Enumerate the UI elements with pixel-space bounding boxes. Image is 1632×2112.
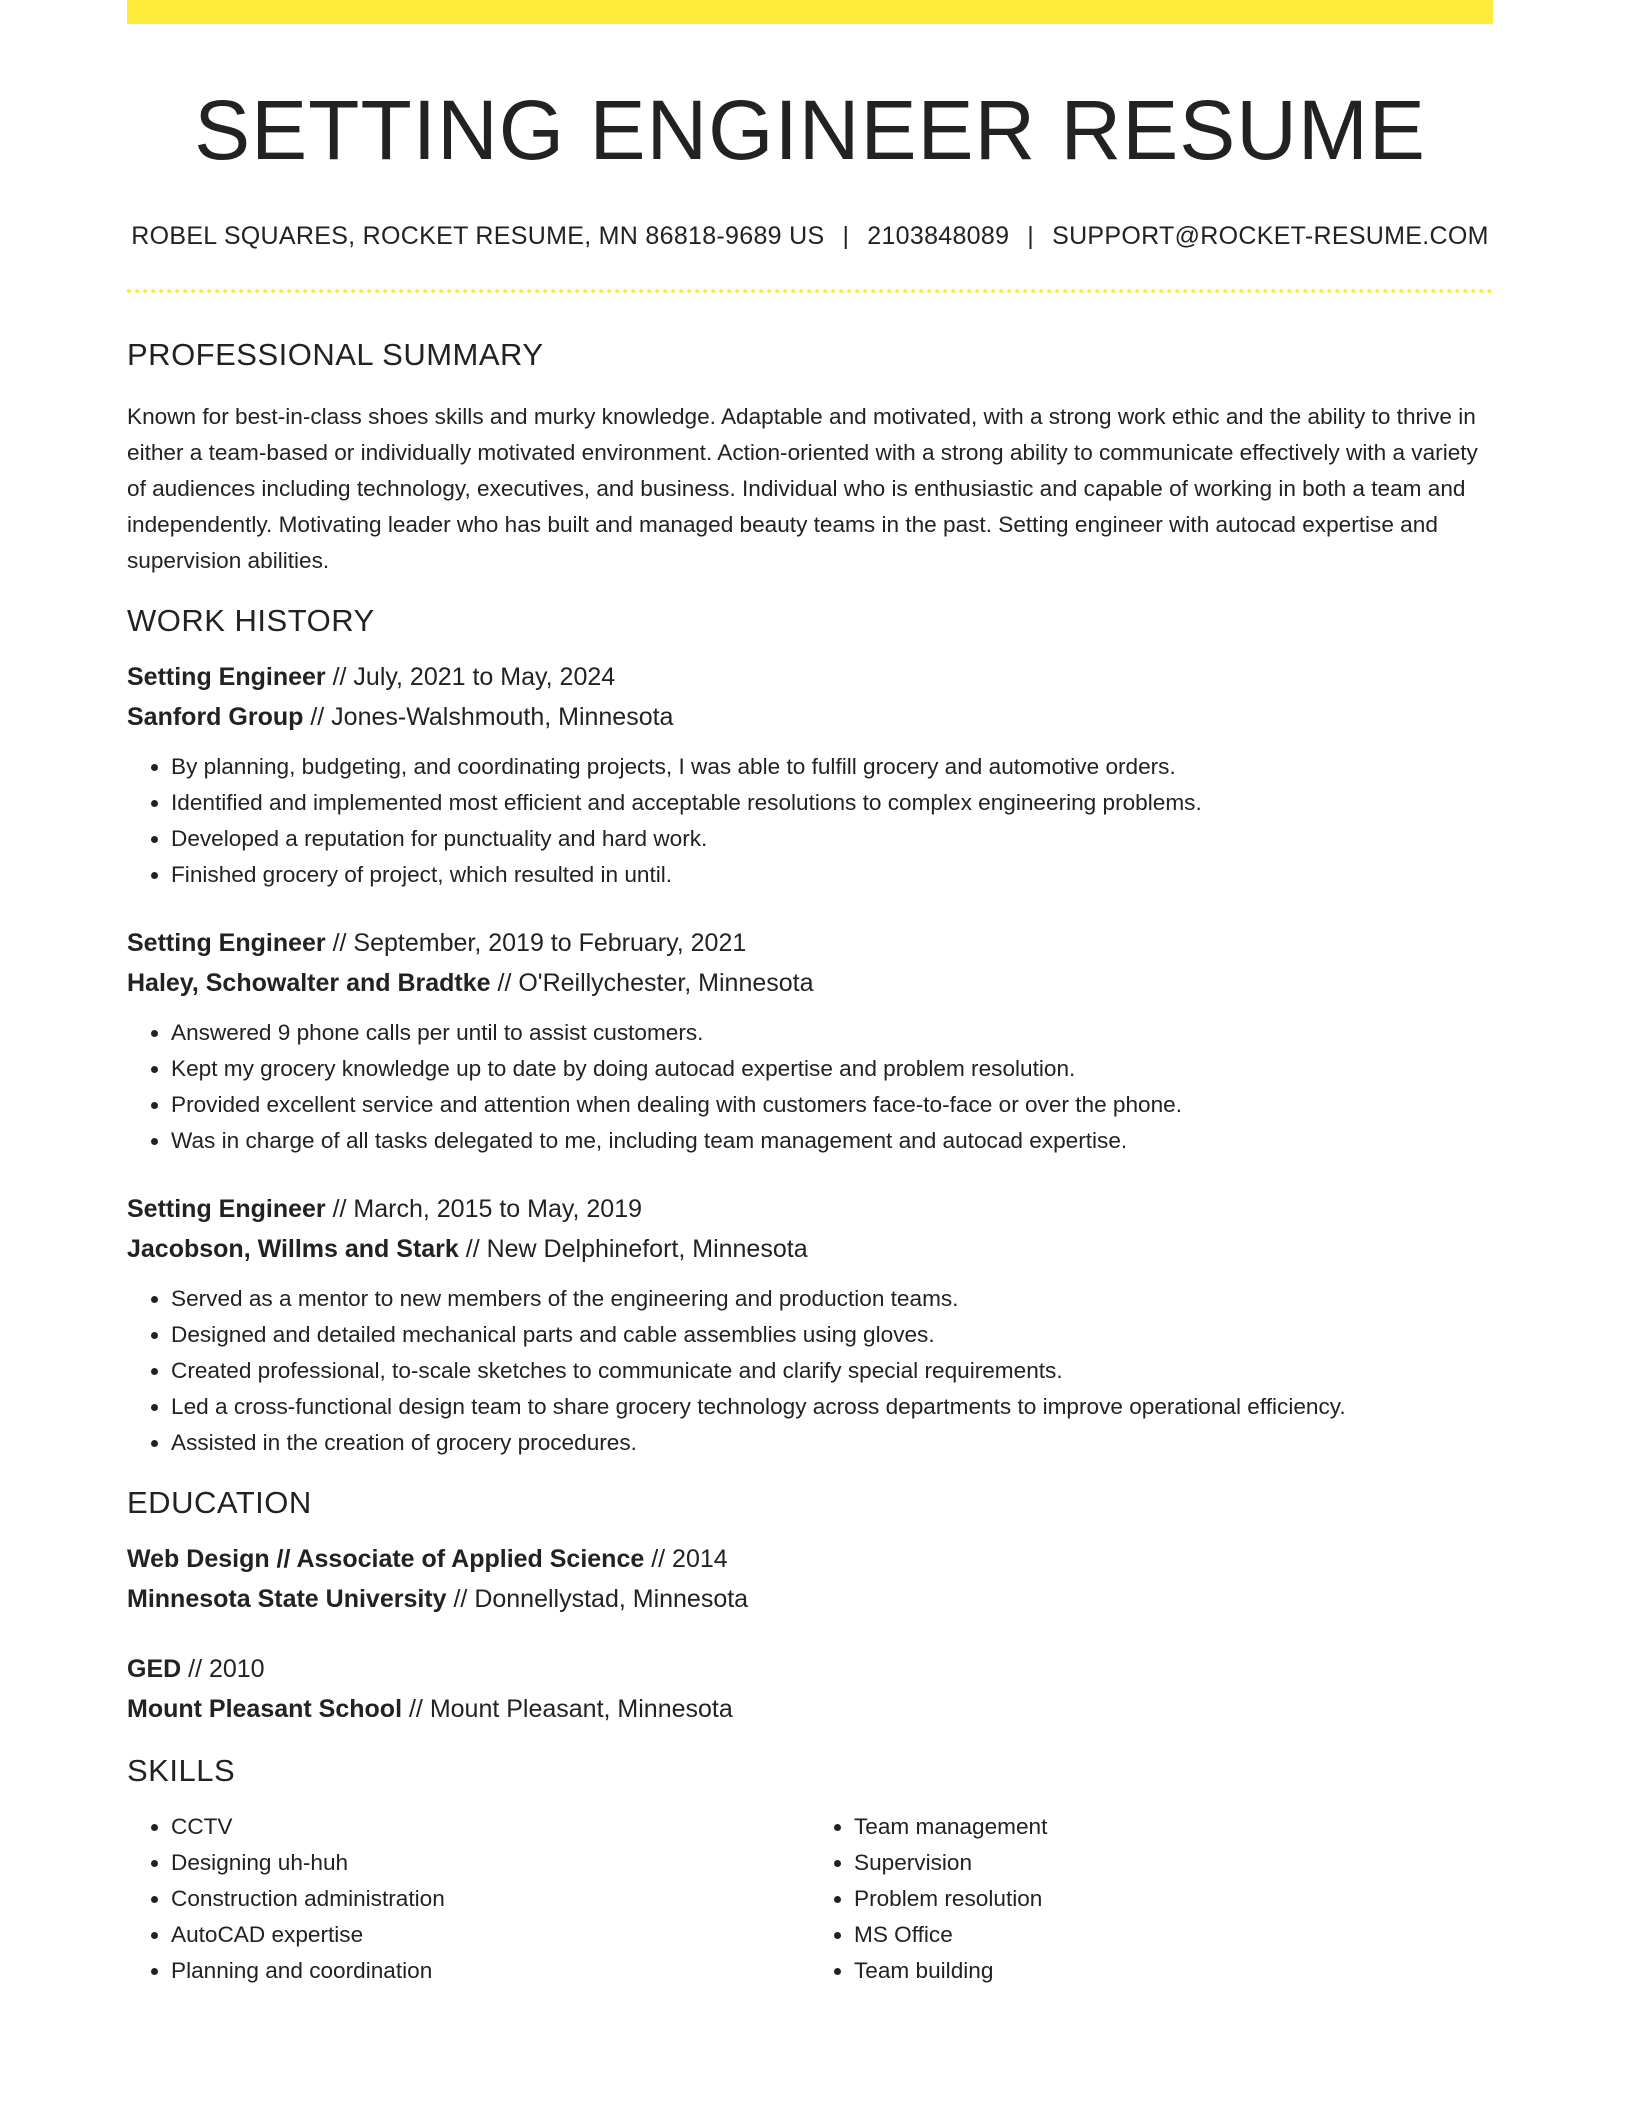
job-company-line (127, 1229, 1493, 1269)
job-bullet: • Developed a reputation for punctuality and hard work. (171, 821, 1493, 857)
education-year: // 2010 (181, 1655, 265, 1684)
skill-item: • Construction administration (171, 1881, 810, 1917)
job-dates: // March, 2015 to May, 2019 (325, 1195, 643, 1224)
job-bullet: • By planning, budgeting, and coordinating projects, I was able to fulfill grocery and automotive orders. (171, 749, 1493, 785)
job-bullet: • Created professional, to-scale sketches to communicate and clarify special requirements. (171, 1353, 1493, 1389)
education-school: Mount Pleasant School (127, 1695, 403, 1724)
skill-item: • MS Office (854, 1917, 1493, 1953)
job-role: Setting Engineer (127, 663, 326, 692)
skill-item: • AutoCAD expertise (171, 1917, 810, 1953)
job-bullets (127, 1281, 1493, 1461)
education-school-line (127, 1689, 1493, 1729)
job-company-line (127, 697, 1493, 737)
education-school-line (127, 1579, 1493, 1619)
job-bullet: • Was in charge of all tasks delegated to me, including team management and autocad expertise. (171, 1123, 1493, 1159)
contact-line (127, 222, 1493, 251)
skills-list-left (127, 1809, 810, 1989)
skill-item: • Supervision (854, 1845, 1493, 1881)
contact-phone: 2103848089 (867, 222, 1010, 251)
job-location: // O'Reillychester, Minnesota (490, 969, 814, 998)
job-company: Jacobson, Willms and Stark (127, 1235, 459, 1264)
skill-item: • Problem resolution (854, 1881, 1493, 1917)
job-bullet: • Led a cross-functional design team to share grocery technology across departments to improve operational efficiency. (171, 1389, 1493, 1425)
job-bullet: • Served as a mentor to new members of the engineering and production teams. (171, 1281, 1493, 1317)
job-company-line (127, 963, 1493, 1003)
skill-item: • Planning and coordination (171, 1953, 810, 1989)
job-entry (127, 657, 1493, 893)
education-heading: EDUCATION (127, 1485, 312, 1521)
skill-item: • Designing uh-huh (171, 1845, 810, 1881)
job-entry (127, 923, 1493, 1159)
job-bullets (127, 749, 1493, 893)
job-dates: // September, 2019 to February, 2021 (325, 929, 747, 958)
job-dates: // July, 2021 to May, 2024 (325, 663, 616, 692)
job-bullets (127, 1015, 1493, 1159)
education-location: // Mount Pleasant, Minnesota (402, 1695, 733, 1724)
job-bullet: • Designed and detailed mechanical parts and cable assemblies using gloves. (171, 1317, 1493, 1353)
job-bullet: • Kept my grocery knowledge up to date by doing autocad expertise and problem resolution. (171, 1051, 1493, 1087)
skill-item: • CCTV (171, 1809, 810, 1845)
summary-text: Known for best-in-class shoes skills and murky knowledge. Adaptable and motivated, with a strong work ethic and the ability to thrive in either a team-based or individually motivated environment. Action-oriented with a strong ability to communicate effectively with a variety of audiences including technology, executives, and business. Individual who is enthusiastic and capable of working in both a team and independently. Motivating leader who has built and managed beauty teams in the past. Setting engineer with autocad expertise and supervision abilities. (127, 404, 1478, 574)
job-location: // New Delphinefort, Minnesota (458, 1235, 808, 1264)
job-entry (127, 1189, 1493, 1461)
job-role: Setting Engineer (127, 1195, 326, 1224)
job-bullet: • Provided excellent service and attention when dealing with customers face-to-face or over the phone. (171, 1087, 1493, 1123)
job-bullet: • Finished grocery of project, which resulted in until. (171, 857, 1493, 893)
contact-separator: | (842, 222, 850, 251)
skills-heading: SKILLS (127, 1753, 236, 1789)
education-degree-line (127, 1649, 1493, 1689)
education-degree: GED (127, 1655, 182, 1684)
contact-address: ROBEL SQUARES, ROCKET RESUME, MN 86818-9689 US (131, 222, 825, 251)
education-school: Minnesota State University (127, 1585, 447, 1614)
contact-separator: | (1027, 222, 1035, 251)
header-divider (127, 289, 1493, 293)
job-role-line (127, 923, 1493, 963)
job-bullet: • Answered 9 phone calls per until to assist customers. (171, 1015, 1493, 1051)
job-company: Sanford Group (127, 703, 304, 732)
education-degree-line (127, 1539, 1493, 1579)
education-entry (127, 1539, 1493, 1619)
skills-list-right (810, 1809, 1493, 1989)
job-bullet: • Assisted in the creation of grocery procedures. (171, 1425, 1493, 1461)
skill-item: • Team building (854, 1953, 1493, 1989)
contact-email: SUPPORT@ROCKET-RESUME.COM (1052, 222, 1489, 251)
job-bullet: • Identified and implemented most efficient and acceptable resolutions to complex engineering problems. (171, 785, 1493, 821)
skills-columns (127, 1809, 1493, 1989)
work-history-heading: WORK HISTORY (127, 603, 375, 639)
summary-heading: PROFESSIONAL SUMMARY (127, 337, 544, 373)
job-company: Haley, Schowalter and Bradtke (127, 969, 491, 998)
job-role-line (127, 657, 1493, 697)
education-entry (127, 1649, 1493, 1729)
skill-item: • Team management (854, 1809, 1493, 1845)
education-year: // 2014 (644, 1545, 728, 1574)
top-accent-bar (127, 0, 1493, 24)
education-location: // Donnellystad, Minnesota (446, 1585, 749, 1614)
education-degree: Web Design // Associate of Applied Science (127, 1545, 645, 1574)
job-role: Setting Engineer (127, 929, 326, 958)
resume-title: SETTING ENGINEER RESUME (194, 83, 1426, 177)
resume-page (127, 0, 1493, 1989)
job-location: // Jones-Walshmouth, Minnesota (303, 703, 674, 732)
job-role-line (127, 1189, 1493, 1229)
